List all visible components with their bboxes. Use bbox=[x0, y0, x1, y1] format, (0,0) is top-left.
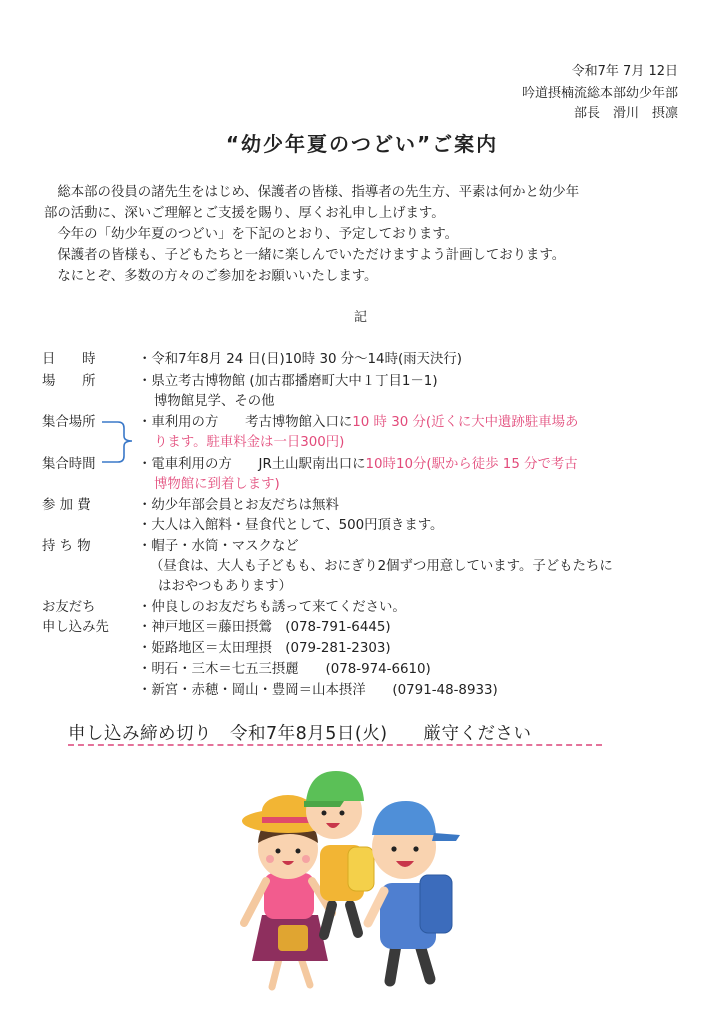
friends-value: ・仲良しのお友だちも誘って来てください。 bbox=[138, 600, 406, 615]
apply-contact: ・明石・三木＝七五三摂麗 (078-974-6610) bbox=[138, 662, 431, 677]
date-value: ・令和7年8月 24 日(日)10時 30 分～14時(雨天決行) bbox=[138, 352, 462, 367]
car-access bbox=[138, 411, 578, 430]
signer: 部長 滑川 摂凛 bbox=[573, 106, 678, 121]
fee-value: ・幼少年部会員とお友だちは無料 bbox=[138, 498, 339, 513]
car-prefix: ・車利用の方 考古博物館入口に bbox=[138, 415, 353, 430]
apply-contact: ・姫路地区＝太田理摂 (079-281-2303) bbox=[138, 641, 391, 656]
brace-icon bbox=[100, 416, 140, 466]
apply-contact: ・新宮・赤穂・岡山・豊岡＝山本摂洋 (0791-48-8933) bbox=[138, 683, 498, 698]
intro-line: 部の活動に、深いご理解とご支援を賜り、厚くお礼申し上げます。 bbox=[44, 206, 445, 221]
train-arrival-note: 博物館に到着します) bbox=[154, 477, 280, 492]
children-illustration bbox=[220, 755, 470, 995]
meet-time-label: 集合時間 bbox=[42, 457, 96, 472]
place-label: 場 所 bbox=[42, 374, 96, 389]
car-parking-note: ります。駐車料金は一日300円) bbox=[154, 435, 345, 450]
intro-line: なにとぞ、多数の方々のご参加をお願いいたします。 bbox=[44, 269, 378, 284]
ki-heading: 記 bbox=[354, 310, 368, 325]
meet-place-label: 集合場所 bbox=[42, 415, 96, 430]
intro-line: 今年の「幼少年夏のつどい」を下記のとおり、予定しております。 bbox=[44, 227, 459, 242]
page-title: “幼少年夏のつどい”ご案内 bbox=[225, 132, 499, 156]
friends-label: お友だち bbox=[42, 600, 96, 615]
date-label: 日 時 bbox=[42, 352, 96, 367]
apply-label: 申し込み先 bbox=[42, 620, 109, 635]
place-value: ・県立考古博物館 (加古郡播磨町大中１丁目1－1) bbox=[138, 374, 438, 389]
items-value: （昼食は、大人も子どもも、おにぎり2個ずつ用意しています。子どもたちに bbox=[150, 559, 613, 574]
train-access bbox=[138, 453, 578, 472]
intro-line: 総本部の役員の諸先生をはじめ、保護者の皆様、指導者の先生方、平素は何かと幼少年 bbox=[44, 185, 580, 200]
fee-value: ・大人は入館料・昼食代として、500円頂きます。 bbox=[138, 518, 444, 533]
train-prefix: ・電車利用の方 JR土山駅南出口に bbox=[138, 457, 366, 472]
items-label: 持 ち 物 bbox=[42, 539, 91, 554]
items-value: はおやつもあります） bbox=[158, 579, 292, 594]
place-sub: 博物館見学、その他 bbox=[154, 394, 275, 409]
train-time-note: 10時10分(駅から徒歩 15 分で考古 bbox=[365, 457, 578, 472]
issue-date: 令和7年 7月 12日 bbox=[571, 64, 678, 79]
apply-contact: ・神戸地区＝藤田摂鶯 (078-791-6445) bbox=[138, 620, 391, 635]
deadline-notice: 申し込み締め切り 令和7年8月5日(火) 厳守ください bbox=[68, 724, 532, 744]
deadline-underline bbox=[68, 744, 602, 746]
car-time-note: 10 時 30 分(近くに大中遺跡駐車場あ bbox=[352, 415, 579, 430]
organization: 吟道摂楠流総本部幼少年部 bbox=[521, 86, 678, 101]
fee-label: 参 加 費 bbox=[42, 498, 91, 513]
boy-blue-cap-figure bbox=[368, 801, 460, 981]
intro-line: 保護者の皆様も、子どもたちと一緒に楽しんでいただけますよう計画しております。 bbox=[44, 248, 566, 263]
items-value: ・帽子・水筒・マスクなど bbox=[138, 539, 299, 554]
